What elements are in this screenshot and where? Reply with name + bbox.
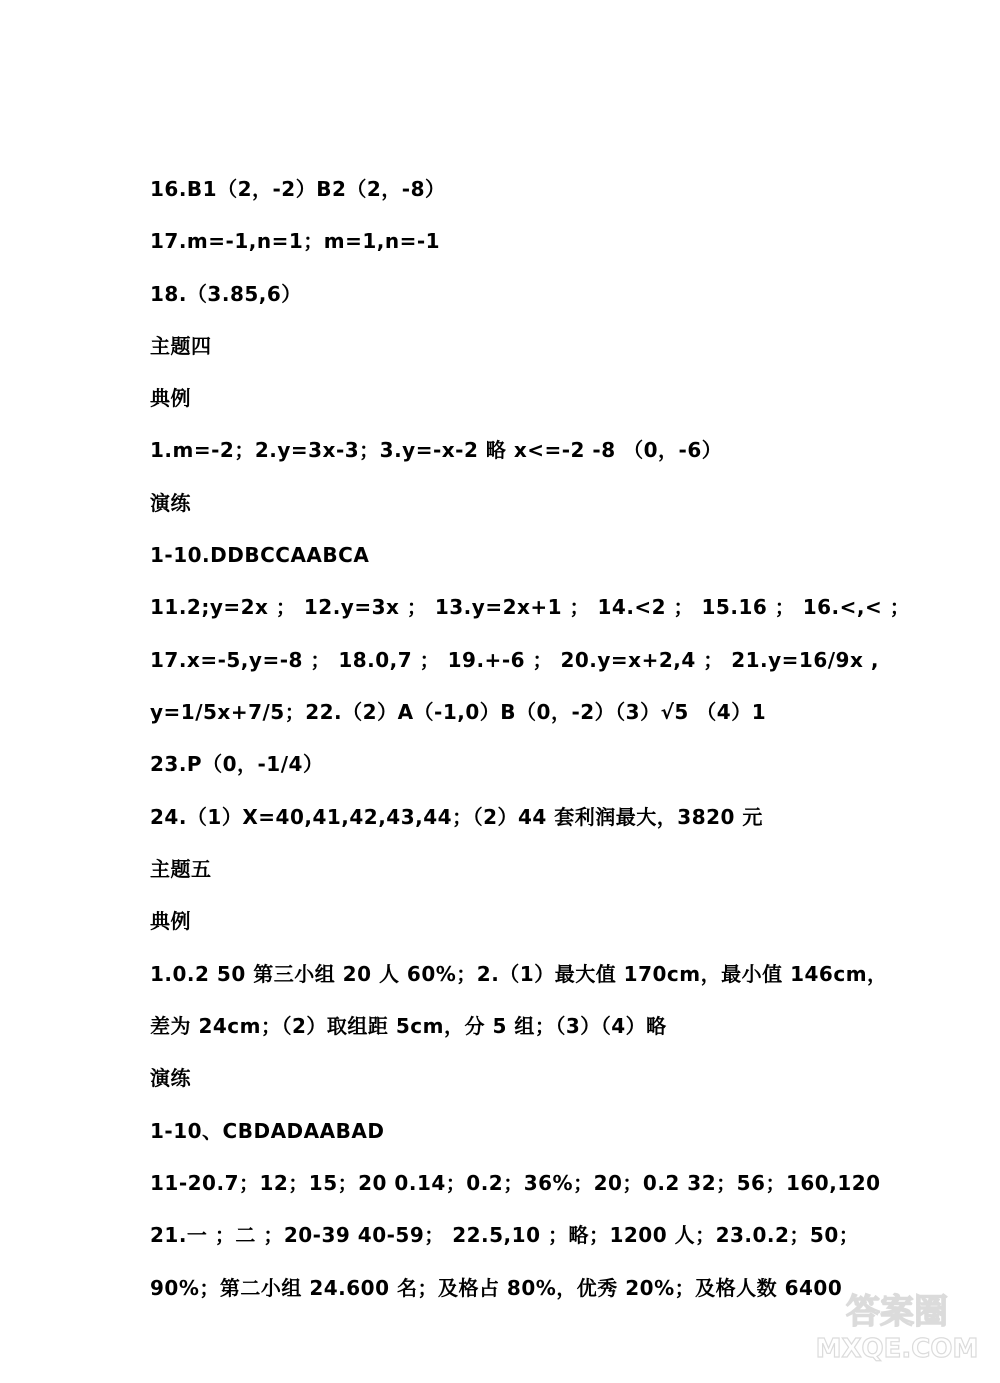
practice-answers-1-10: 1-10.DDBCCAABCA [150, 543, 370, 567]
section-heading-topic-5: 主题五 [150, 857, 212, 881]
practice2-answers-1-10: 1-10、CBDADAABAD [150, 1119, 385, 1143]
practice-answers-21-22: y=1/5x+7/5；22.（2）A（-1,0）B（0，-2）（3）√5 （4）1 [150, 700, 767, 724]
watermark-domain: MXQE.COM [815, 1334, 979, 1364]
subheading-examples-2: 典例 [150, 909, 191, 933]
practice-answers-17-21: 17.x=-5,y=-8 ； 18.0,7 ； 19.+-6 ； 20.y=x+2,4 ； 21.y=16/9x , [150, 648, 879, 672]
examples-answers-2-part1: 1.0.2 50 第三小组 20 人 60%；2.（1）最大值 170cm，最小值 146cm， [150, 962, 888, 986]
watermark-title: 答案圈 [846, 1292, 948, 1332]
section-heading-topic-4: 主题四 [150, 334, 212, 358]
subheading-practice-2: 演练 [150, 1066, 191, 1090]
practice2-answers-11-20: 11-20.7；12；15；20 0.14；0.2；36%；20；0.2 32；56；160,120 [150, 1171, 881, 1195]
practice2-answers-21-23: 21.一 ；二 ；20-39 40-59； 22.5,10 ；略；1200 人；23.0.2；50； [150, 1223, 860, 1247]
subheading-examples: 典例 [150, 386, 191, 410]
answer-line-17: 17.m=-1,n=1；m=1,n=-1 [150, 229, 441, 253]
subheading-practice: 演练 [150, 491, 191, 515]
practice-answers-11-16: 11.2;y=2x ； 12.y=3x ； 13.y=2x+1 ； 14.<2 ； 15.16 ； 16.<,< ； [150, 595, 911, 619]
practice-answer-23: 23.P（0，-1/4） [150, 752, 324, 776]
answer-line-18: 18.（3.85,6） [150, 282, 302, 306]
answer-line-16: 16.B1（2，-2）B2（2，-8） [150, 177, 446, 201]
examples-answers: 1.m=-2；2.y=3x-3；3.y=-x-2 略 x<=-2 -8 （0，-6） [150, 438, 723, 462]
examples-answers-2-part2: 差为 24cm；（2）取组距 5cm，分 5 组；（3）（4）略 [150, 1014, 667, 1038]
practice-answer-24: 24.（1）X=40,41,42,43,44；（2）44 套利润最大，3820 元 [150, 805, 763, 829]
practice2-answers-23-24: 90%；第二小组 24.600 名；及格占 80%，优秀 20%；及格人数 6400 [150, 1276, 843, 1300]
site-watermark-logo [812, 1285, 982, 1365]
